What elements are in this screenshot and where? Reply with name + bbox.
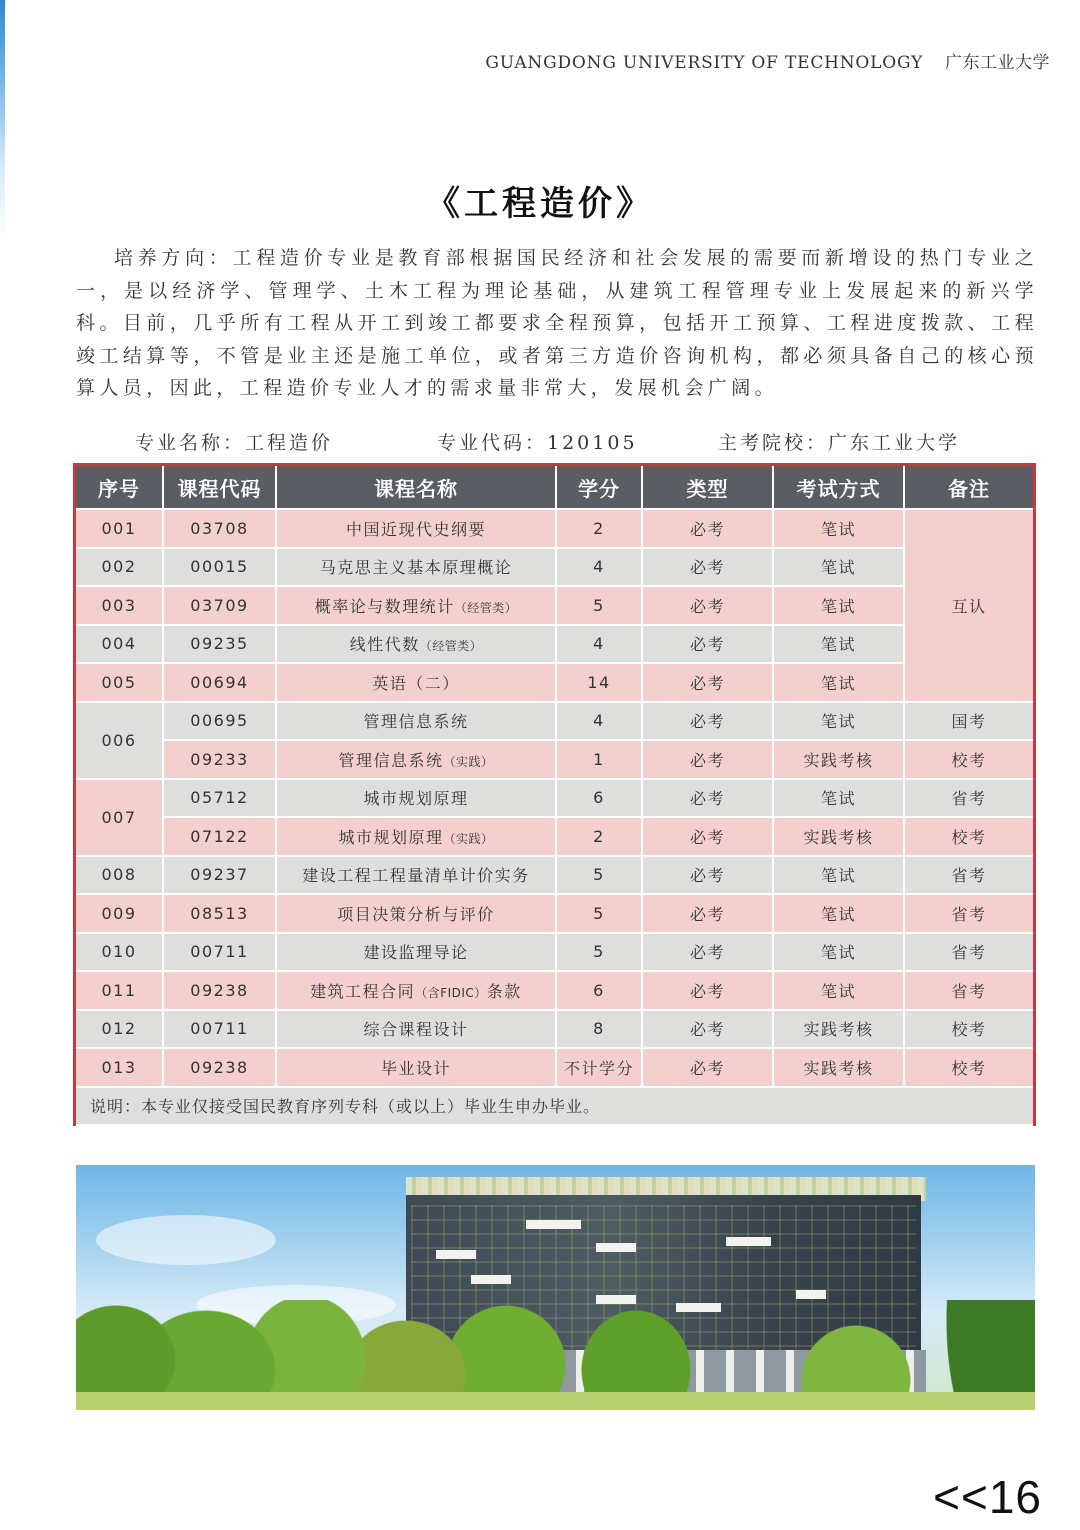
course-name-note: （经管类） [419, 639, 483, 654]
cell-remark: 校考 [904, 740, 1033, 779]
cell-code: 07122 [163, 817, 276, 856]
cell-no: 001 [76, 509, 163, 548]
cell-name [276, 625, 556, 664]
cell-exam: 实践考核 [773, 817, 904, 856]
major-info [0, 428, 1080, 458]
cell-exam: 笔试 [773, 933, 904, 972]
major-code: 专业代码：120105 [437, 432, 638, 454]
course-name: 城市规划原理 [338, 827, 444, 847]
cell-type: 必考 [642, 779, 773, 818]
cell-remark: 校考 [904, 1048, 1033, 1087]
cell-type: 必考 [642, 740, 773, 779]
cell-name: 综合课程设计 [276, 1010, 556, 1049]
course-name-note: （含FIDIC） [415, 985, 487, 1000]
cell-no-merged: 006 [76, 702, 163, 779]
cell-code: 00711 [163, 1010, 276, 1049]
cell-code: 09233 [163, 740, 276, 779]
cell-code: 00015 [163, 548, 276, 587]
course-table-container [73, 463, 1036, 1126]
cell-exam: 笔试 [773, 663, 904, 702]
col-header-remark: 备注 [904, 466, 1033, 509]
col-header-name: 课程名称 [276, 466, 556, 509]
cell-no: 002 [76, 548, 163, 587]
cell-exam: 实践考核 [773, 1010, 904, 1049]
cell-exam: 实践考核 [773, 740, 904, 779]
page-number: <<16 [933, 1471, 1042, 1523]
table-row [76, 548, 1033, 587]
cell-credit: 5 [556, 894, 642, 933]
table-row [76, 779, 1033, 818]
cell-exam: 笔试 [773, 856, 904, 895]
cell-credit: 8 [556, 1010, 642, 1049]
course-table [76, 466, 1033, 1126]
cell-name: 建设工程工程量清单计价实务 [276, 856, 556, 895]
cell-credit: 6 [556, 779, 642, 818]
course-name-note: （实践） [443, 754, 494, 769]
cell-type: 必考 [642, 971, 773, 1010]
cell-name: 项目决策分析与评价 [276, 894, 556, 933]
cell-name: 马克思主义基本原理概论 [276, 548, 556, 587]
col-header-credit: 学分 [556, 466, 642, 509]
page-title: 《工程造价》 [426, 184, 654, 224]
cell-code: 09237 [163, 856, 276, 895]
cell-type: 必考 [642, 663, 773, 702]
col-header-code: 课程代码 [163, 466, 276, 509]
cell-type: 必考 [642, 817, 773, 856]
table-row [76, 740, 1033, 779]
cell-exam: 笔试 [773, 971, 904, 1010]
cell-name: 管理信息系统 [276, 702, 556, 741]
cell-remark: 省考 [904, 779, 1033, 818]
cell-type: 必考 [642, 625, 773, 664]
balcony [796, 1290, 826, 1299]
university-english-name: GUANGDONG UNIVERSITY OF TECHNOLOGY [485, 53, 924, 73]
cell-credit: 4 [556, 702, 642, 741]
cell-name [276, 817, 556, 856]
cell-type: 必考 [642, 894, 773, 933]
cell-type: 必考 [642, 586, 773, 625]
cell-type: 必考 [642, 509, 773, 548]
table-note-row [76, 1087, 1033, 1125]
cell-remark-merged: 互认 [904, 509, 1033, 702]
cell-remark: 校考 [904, 1010, 1033, 1049]
cell-name [276, 971, 556, 1010]
table-row [76, 663, 1033, 702]
host-school: 主考院校：广东工业大学 [718, 432, 961, 454]
table-row [76, 856, 1033, 895]
university-chinese-name: 广东工业大学 [945, 53, 1050, 73]
table-row [76, 625, 1033, 664]
cloud-shape [96, 1215, 276, 1265]
table-row [76, 894, 1033, 933]
cell-name [276, 740, 556, 779]
cell-no: 008 [76, 856, 163, 895]
cell-exam: 笔试 [773, 586, 904, 625]
table-row [76, 1010, 1033, 1049]
table-header-row [76, 466, 1033, 509]
cell-code: 08513 [163, 894, 276, 933]
col-header-type: 类型 [642, 466, 773, 509]
cell-credit: 4 [556, 548, 642, 587]
table-row [76, 509, 1033, 548]
cell-name: 城市规划原理 [276, 779, 556, 818]
cell-no-merged: 007 [76, 779, 163, 856]
cell-credit: 1 [556, 740, 642, 779]
table-row [76, 971, 1033, 1010]
cell-code: 00711 [163, 933, 276, 972]
balcony [436, 1250, 476, 1259]
cell-name [276, 586, 556, 625]
cell-credit: 2 [556, 817, 642, 856]
table-row [76, 586, 1033, 625]
cell-type: 必考 [642, 1048, 773, 1087]
cell-code: 00695 [163, 702, 276, 741]
cell-no: 004 [76, 625, 163, 664]
cell-remark: 省考 [904, 856, 1033, 895]
cell-code: 05712 [163, 779, 276, 818]
page-header [485, 48, 1050, 73]
cell-credit: 5 [556, 586, 642, 625]
cell-name: 中国近现代史纲要 [276, 509, 556, 548]
cell-credit: 6 [556, 971, 642, 1010]
cell-code: 00694 [163, 663, 276, 702]
balcony [726, 1237, 771, 1246]
cell-credit: 5 [556, 856, 642, 895]
course-name-note: （经管类） [454, 600, 518, 615]
balcony [526, 1220, 581, 1229]
cell-remark: 校考 [904, 817, 1033, 856]
cell-remark: 省考 [904, 971, 1033, 1010]
cell-credit: 14 [556, 663, 642, 702]
campus-building-photo [76, 1165, 1035, 1410]
cell-type: 必考 [642, 856, 773, 895]
cell-exam: 笔试 [773, 894, 904, 933]
cell-name: 英语（二） [276, 663, 556, 702]
cell-code: 09238 [163, 971, 276, 1010]
cell-no: 010 [76, 933, 163, 972]
cell-type: 必考 [642, 933, 773, 972]
cell-no: 011 [76, 971, 163, 1010]
cell-code: 09238 [163, 1048, 276, 1087]
table-note: 说明：本专业仅接受国民教育序列专科（或以上）毕业生申办毕业。 [76, 1087, 1033, 1125]
cell-no: 012 [76, 1010, 163, 1049]
cell-credit: 不计学分 [556, 1048, 642, 1087]
cell-exam: 笔试 [773, 625, 904, 664]
course-name: 线性代数 [349, 635, 420, 655]
ground [76, 1392, 1035, 1410]
balcony [596, 1243, 636, 1252]
balcony [471, 1275, 511, 1284]
course-name: 建筑工程合同 [310, 981, 416, 1001]
cell-name: 毕业设计 [276, 1048, 556, 1087]
major-name: 专业名称：工程造价 [135, 432, 334, 454]
course-name-suffix: 条款 [486, 981, 522, 1001]
cell-remark: 国考 [904, 702, 1033, 741]
cell-credit: 2 [556, 509, 642, 548]
cell-remark: 省考 [904, 933, 1033, 972]
col-header-no: 序号 [76, 466, 163, 509]
cell-exam: 笔试 [773, 779, 904, 818]
table-row [76, 1048, 1033, 1087]
course-name: 概率论与数理统计 [314, 596, 455, 616]
cell-exam: 笔试 [773, 548, 904, 587]
cell-code: 03709 [163, 586, 276, 625]
cell-code: 03708 [163, 509, 276, 548]
course-name: 管理信息系统 [338, 750, 444, 770]
cell-credit: 4 [556, 625, 642, 664]
cell-exam: 笔试 [773, 702, 904, 741]
cell-type: 必考 [642, 1010, 773, 1049]
table-row [76, 702, 1033, 741]
cell-no: 009 [76, 894, 163, 933]
table-row [76, 933, 1033, 972]
cell-code: 09235 [163, 625, 276, 664]
col-header-exam: 考试方式 [773, 466, 904, 509]
cell-no: 003 [76, 586, 163, 625]
cell-credit: 5 [556, 933, 642, 972]
training-direction-paragraph: 培养方向：工程造价专业是教育部根据国民经济和社会发展的需要而新增设的热门专业之一，是以经济学、管理学、土木工程为理论基础，从建筑工程管理专业上发展起来的新兴学科。目前，几乎所有工程从开工到竣工都要求全程预算，包括开工预算、工程进度拨款、工程竣工结算等，不管是业主还是施工单位，或者第三方造价咨询机构，都必须具备自己的核心预算人员，因此，工程造价专业人才的需求量非常大，发展机会广阔。 [76, 247, 1038, 399]
cell-exam: 实践考核 [773, 1048, 904, 1087]
cell-no: 013 [76, 1048, 163, 1087]
cell-remark: 省考 [904, 894, 1033, 933]
course-name-note: （实践） [443, 831, 494, 846]
cell-type: 必考 [642, 702, 773, 741]
cell-exam: 笔试 [773, 509, 904, 548]
cell-no: 005 [76, 663, 163, 702]
cell-type: 必考 [642, 548, 773, 587]
cell-name: 建设监理导论 [276, 933, 556, 972]
table-row [76, 817, 1033, 856]
